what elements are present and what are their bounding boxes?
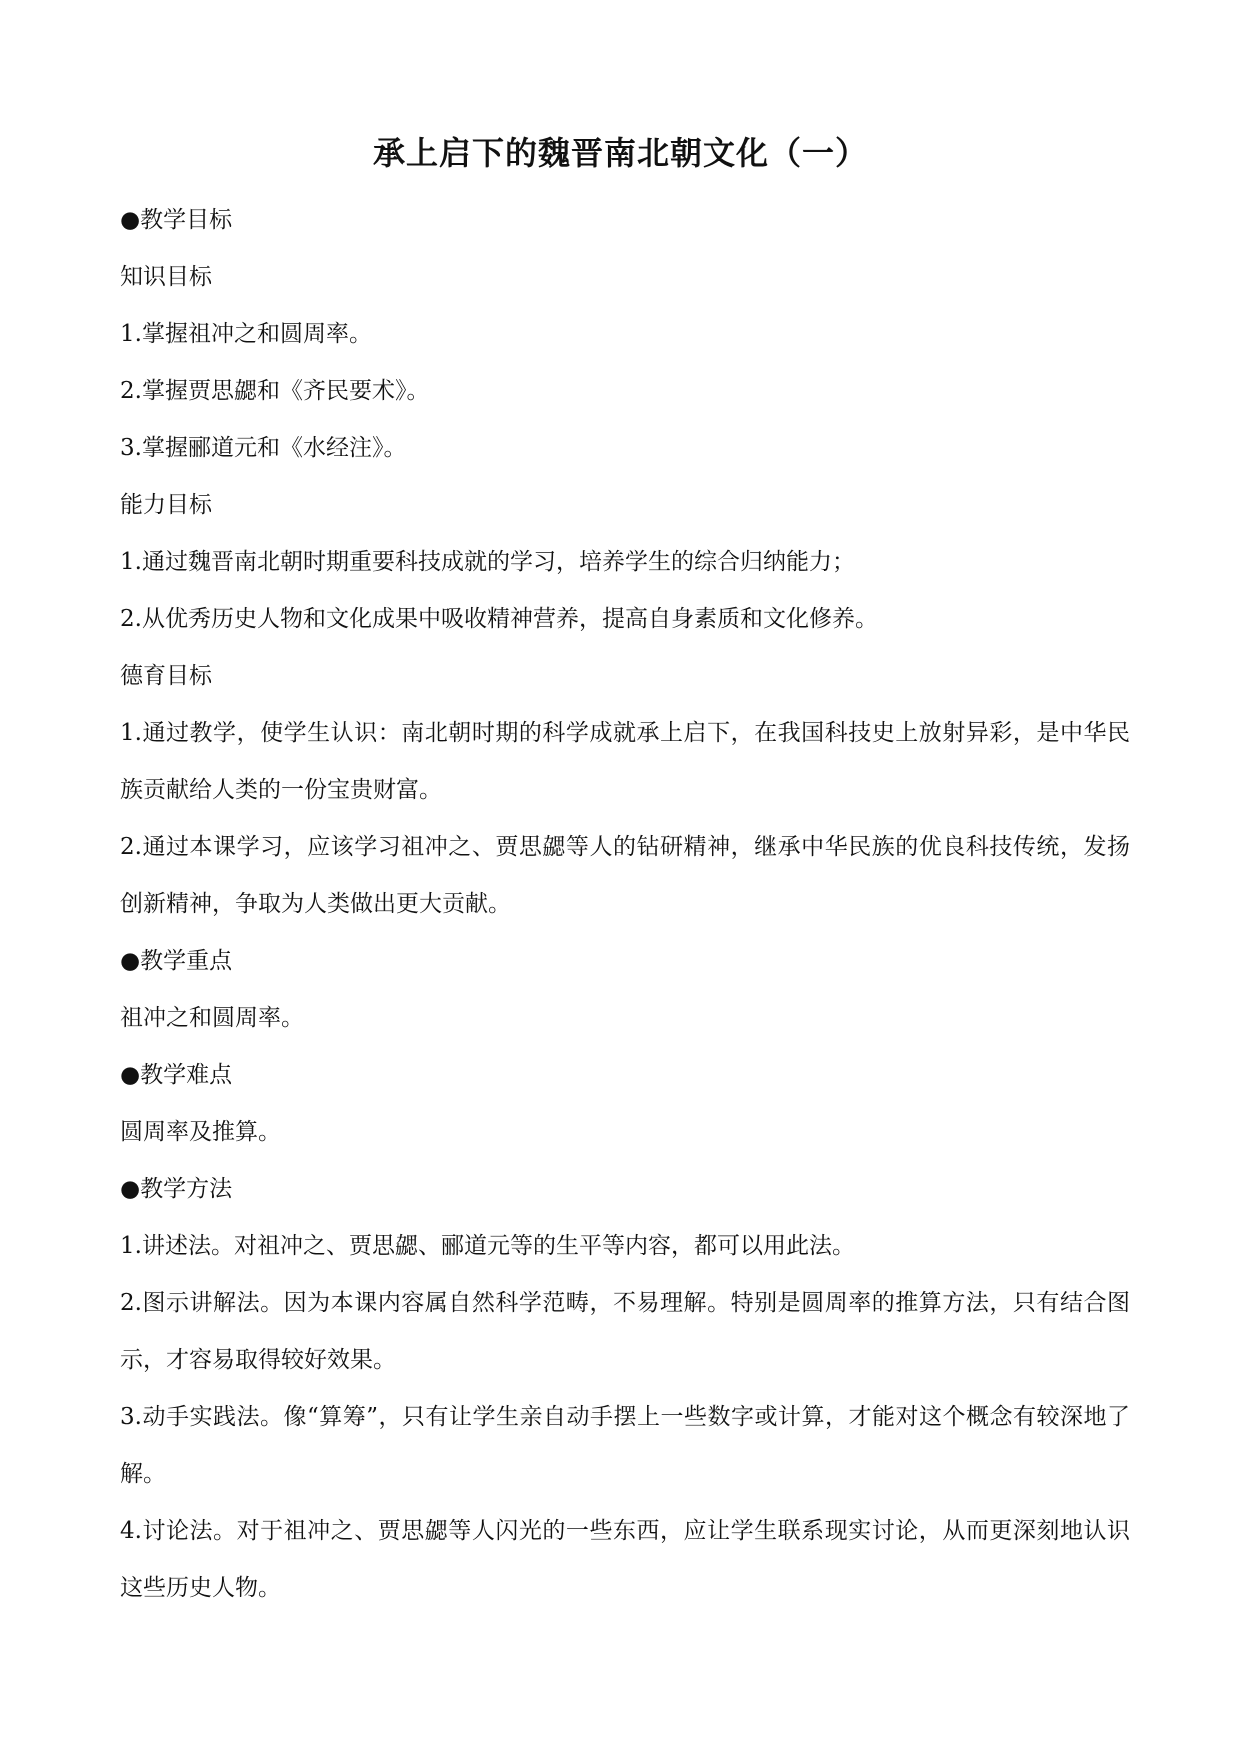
list-item: 1.掌握祖冲之和圆周率。 — [120, 321, 372, 347]
section-heading-goals: ●教学目标 — [120, 207, 233, 233]
document-body — [120, 192, 1130, 1617]
list-item: 4.讨论法。对于祖冲之、贾思勰等人闪光的一些东西，应让学生联系现实讨论，从而更深刻地认识这些历史人物。 — [120, 1518, 1130, 1601]
subheading-knowledge: 知识目标 — [120, 264, 212, 290]
difficulty-text: 圆周率及推算。 — [120, 1119, 281, 1145]
list-item: 2.图示讲解法。因为本课内容属自然科学范畴，不易理解。特别是圆周率的推算方法，只有结合图示，才容易取得较好效果。 — [120, 1290, 1130, 1373]
subheading-moral: 德育目标 — [120, 663, 212, 689]
list-item: 1.通过教学，使学生认识：南北朝时期的科学成就承上启下，在我国科技史上放射异彩，是中华民族贡献给人类的一份宝贵财富。 — [120, 720, 1130, 803]
list-item: 1.通过魏晋南北朝时期重要科技成就的学习，培养学生的综合归纳能力； — [120, 549, 855, 575]
section-heading-method: ●教学方法 — [120, 1176, 233, 1202]
list-item: 2.从优秀历史人物和文化成果中吸收精神营养，提高自身素质和文化修养。 — [120, 606, 878, 632]
section-heading-key: ●教学重点 — [120, 948, 233, 974]
page-title: 承上启下的魏晋南北朝文化（一） — [372, 134, 868, 172]
list-item: 1.讲述法。对祖冲之、贾思勰、郦道元等的生平等内容，都可以用此法。 — [120, 1233, 855, 1259]
key-point-text: 祖冲之和圆周率。 — [120, 1005, 304, 1031]
subheading-ability: 能力目标 — [120, 492, 212, 518]
list-item: 2.掌握贾思勰和《齐民要术》。 — [120, 378, 430, 404]
list-item: 3.掌握郦道元和《水经注》。 — [120, 435, 407, 461]
list-item: 3.动手实践法。像“算筹”，只有让学生亲自动手摆上一些数字或计算，才能对这个概念有较深地了解。 — [120, 1404, 1130, 1487]
section-heading-difficulty: ●教学难点 — [120, 1062, 233, 1088]
list-item: 2.通过本课学习，应该学习祖冲之、贾思勰等人的钻研精神，继承中华民族的优良科技传统，发扬创新精神，争取为人类做出更大贡献。 — [120, 834, 1130, 917]
